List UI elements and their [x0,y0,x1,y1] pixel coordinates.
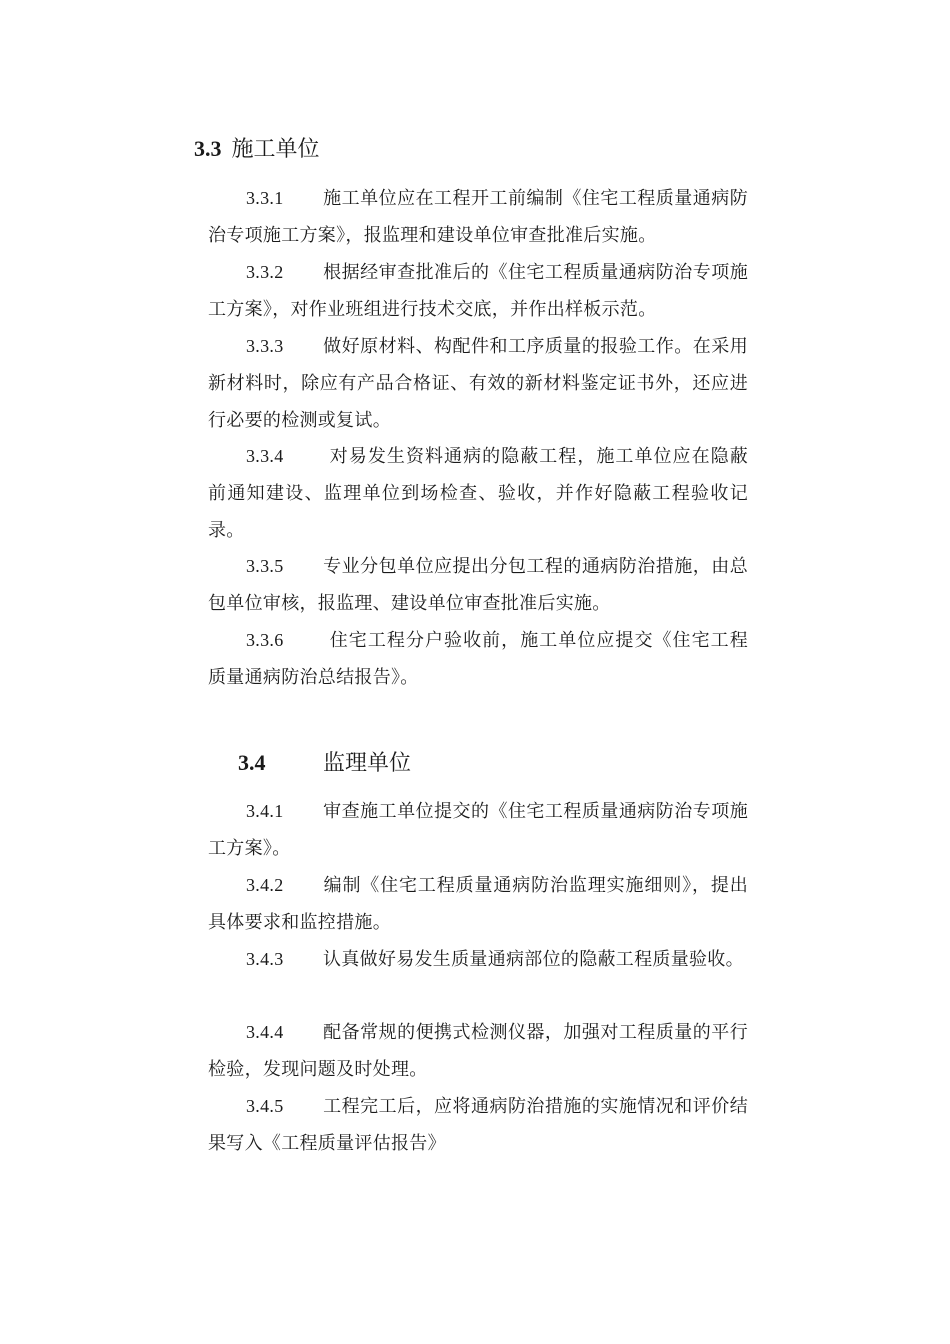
clause-text: 根据经审查批准后的《住宅工程质量通病防治专项施工方案》，对作业班组进行技术交底，并作出样板示范。 [208,262,748,320]
clause-number: 3.3.3 [246,336,284,356]
clause-number: 3.4.3 [246,949,284,969]
clause-number: 3.3.6 [246,630,284,650]
clause-text: 对易发生资料通病的隐蔽工程，施工单位应在隐蔽前通知建设、监理单位到场检查、验收，并作好隐蔽工程验收记录。 [208,446,748,541]
clause-number: 3.3.2 [246,262,284,282]
clause-number: 3.3.5 [246,556,284,576]
clause-number: 3.4.2 [246,875,284,895]
section-number: 3.4 [238,750,266,775]
clause-3-3-4 [208,438,748,549]
section-heading-3-4 [238,748,411,779]
clause-3-3-1 [208,180,748,254]
section-heading-3-3 [194,134,320,165]
clause-text: 施工单位应在工程开工前编制《住宅工程质量通病防治专项施工方案》，报监理和建设单位审查批准后实施。 [208,188,748,246]
clause-text: 工程完工后，应将通病防治措施的实施情况和评价结果写入《工程质量评估报告》 [208,1096,748,1154]
clause-3-3-5 [208,548,748,622]
clause-text: 住宅工程分户验收前，施工单位应提交《住宅工程质量通病防治总结报告》。 [208,630,748,688]
clause-number: 3.4.5 [246,1096,284,1116]
clause-text: 配备常规的便携式检测仪器，加强对工程质量的平行检验，发现问题及时处理。 [208,1022,748,1080]
clause-number: 3.4.1 [246,801,284,821]
section-number: 3.3 [194,136,222,161]
clause-3-4-3 [208,941,748,978]
clause-text: 认真做好易发生质量通病部位的隐蔽工程质量验收。 [323,949,744,970]
clause-3-4-4 [208,1014,748,1088]
clause-3-3-2 [208,254,748,328]
clause-3-3-6 [208,622,748,696]
clause-text: 审查施工单位提交的《住宅工程质量通病防治专项施工方案》。 [208,801,748,859]
clause-3-4-1 [208,793,748,867]
clause-number: 3.3.4 [246,446,284,466]
clause-number: 3.4.4 [246,1022,284,1042]
section-title: 施工单位 [231,137,320,162]
clause-text: 专业分包单位应提出分包工程的通病防治措施，由总包单位审核，报监理、建设单位审查批准后实施。 [208,556,748,614]
section-title: 监理单位 [323,751,412,776]
clause-3-4-5 [208,1088,748,1162]
clause-3-3-3 [208,328,748,439]
clause-text: 编制《住宅工程质量通病防治监理实施细则》，提出具体要求和监控措施。 [208,875,748,933]
clause-text: 做好原材料、构配件和工序质量的报验工作。在采用新材料时，除应有产品合格证、有效的新材料鉴定证书外，还应进行必要的检测或复试。 [208,336,748,431]
clause-3-4-2 [208,867,748,941]
clause-number: 3.3.1 [246,188,284,208]
